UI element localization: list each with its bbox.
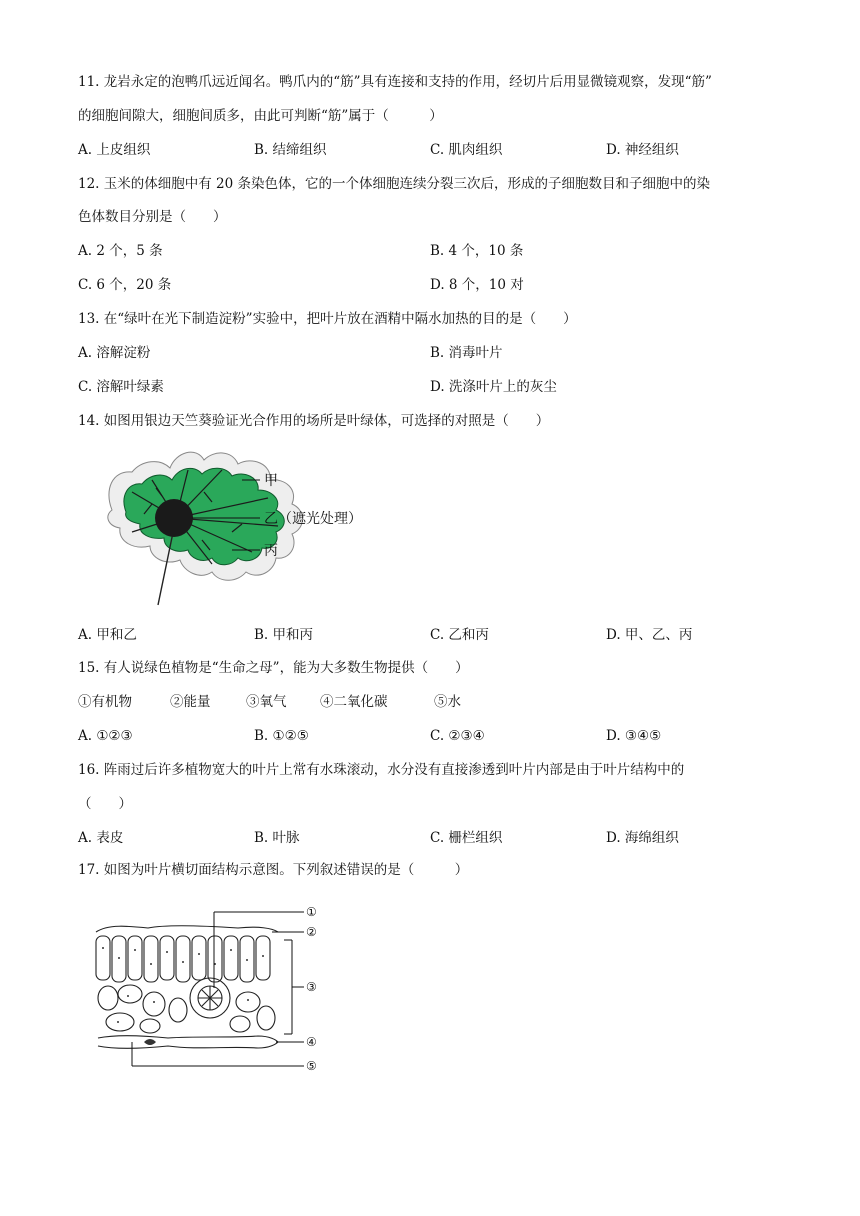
label-3: ③	[306, 980, 317, 994]
q11-option-d[interactable]: D. 神经组织	[606, 142, 679, 158]
q15-option-b[interactable]: B. ①②⑤	[254, 728, 309, 744]
geranium-leaf-figure	[92, 440, 392, 610]
q11-option-c[interactable]: C. 肌肉组织	[430, 142, 503, 158]
q15-option-a[interactable]: A. ①②③	[78, 728, 133, 744]
q14-option-b[interactable]: B. 甲和丙	[254, 627, 314, 643]
q17-stem: 17. 如图为叶片横切面结构示意图。下列叙述错误的是（ ）	[78, 862, 469, 878]
q12-option-d[interactable]: D. 8 个，10 对	[430, 277, 524, 293]
label-jia: 甲	[264, 473, 278, 489]
q11-option-a[interactable]: A. 上皮组织	[78, 142, 151, 158]
label-bing: 丙	[264, 543, 278, 559]
leaf-cross-section-figure	[88, 898, 328, 1078]
q12-stem-line1: 12. 玉米的体细胞中有 20 条染色体，它的一个体细胞连续分裂三次后，形成的子细胞数目和子细胞中的染	[78, 176, 711, 192]
q12-option-c[interactable]: C. 6 个，20 条	[78, 277, 172, 293]
q15-item-2: ②能量	[170, 694, 211, 710]
label-5: ⑤	[306, 1059, 317, 1073]
q15-item-3: ③氧气	[246, 694, 287, 710]
q16-option-c[interactable]: C. 栅栏组织	[430, 830, 503, 846]
stoma	[144, 1039, 156, 1045]
q13-option-c[interactable]: C. 溶解叶绿素	[78, 379, 164, 395]
q12-option-b[interactable]: B. 4 个，10 条	[430, 243, 524, 259]
q16-stem-line1: 16. 阵雨过后许多植物宽大的叶片上常有水珠滚动，水分没有直接渗透到叶片内部是由于叶片结构中的	[78, 762, 685, 778]
label-2: ②	[306, 925, 317, 939]
q13-option-a[interactable]: A. 溶解淀粉	[78, 345, 151, 361]
q16-option-a[interactable]: A. 表皮	[78, 830, 124, 846]
q13-option-d[interactable]: D. 洗涤叶片上的灰尘	[430, 379, 557, 395]
q14-option-c[interactable]: C. 乙和丙	[430, 627, 489, 643]
q11-stem-line1: 11. 龙岩永定的泡鸭爪远近闻名。鸭爪内的“筋”具有连接和支持的作用，经切片后用显微镜观察，发现“筋”	[78, 74, 712, 90]
q15-option-d[interactable]: D. ③④⑤	[606, 728, 662, 744]
q11-stem-line2: 的细胞间隙大，细胞间质多，由此可判断“筋”属于（ ）	[78, 108, 443, 124]
label-1: ①	[306, 905, 317, 919]
q14-option-a[interactable]: A. 甲和乙	[78, 627, 137, 643]
q15-item-1: ①有机物	[78, 694, 132, 710]
label-yi: 乙（遮光处理）	[264, 511, 362, 527]
q15-option-c[interactable]: C. ②③④	[430, 728, 485, 744]
q12-option-a[interactable]: A. 2 个，5 条	[78, 243, 163, 259]
q15-stem: 15. 有人说绿色植物是“生命之母”，能为大多数生物提供（ ）	[78, 660, 469, 676]
cross-section-cells	[96, 926, 278, 1049]
q14-option-d[interactable]: D. 甲、乙、丙	[606, 627, 693, 643]
q16-stem-line2: （ ）	[78, 796, 132, 812]
q11-option-b[interactable]: B. 结缔组织	[254, 142, 327, 158]
q12-stem-line2: 色体数目分别是（ ）	[78, 209, 227, 225]
shaded-area-dot	[155, 499, 193, 537]
q13-option-b[interactable]: B. 消毒叶片	[430, 345, 503, 361]
q13-stem: 13. 在“绿叶在光下制造淀粉”实验中，把叶片放在酒精中隔水加热的目的是（ ）	[78, 311, 577, 327]
q16-option-b[interactable]: B. 叶脉	[254, 830, 300, 846]
q16-option-d[interactable]: D. 海绵组织	[606, 830, 679, 846]
q15-item-4: ④二氧化碳	[320, 694, 388, 710]
label-4: ④	[306, 1035, 317, 1049]
q15-item-5: ⑤水	[434, 694, 461, 710]
q14-stem: 14. 如图用银边天竺葵验证光合作用的场所是叶绿体，可选择的对照是（ ）	[78, 413, 550, 429]
